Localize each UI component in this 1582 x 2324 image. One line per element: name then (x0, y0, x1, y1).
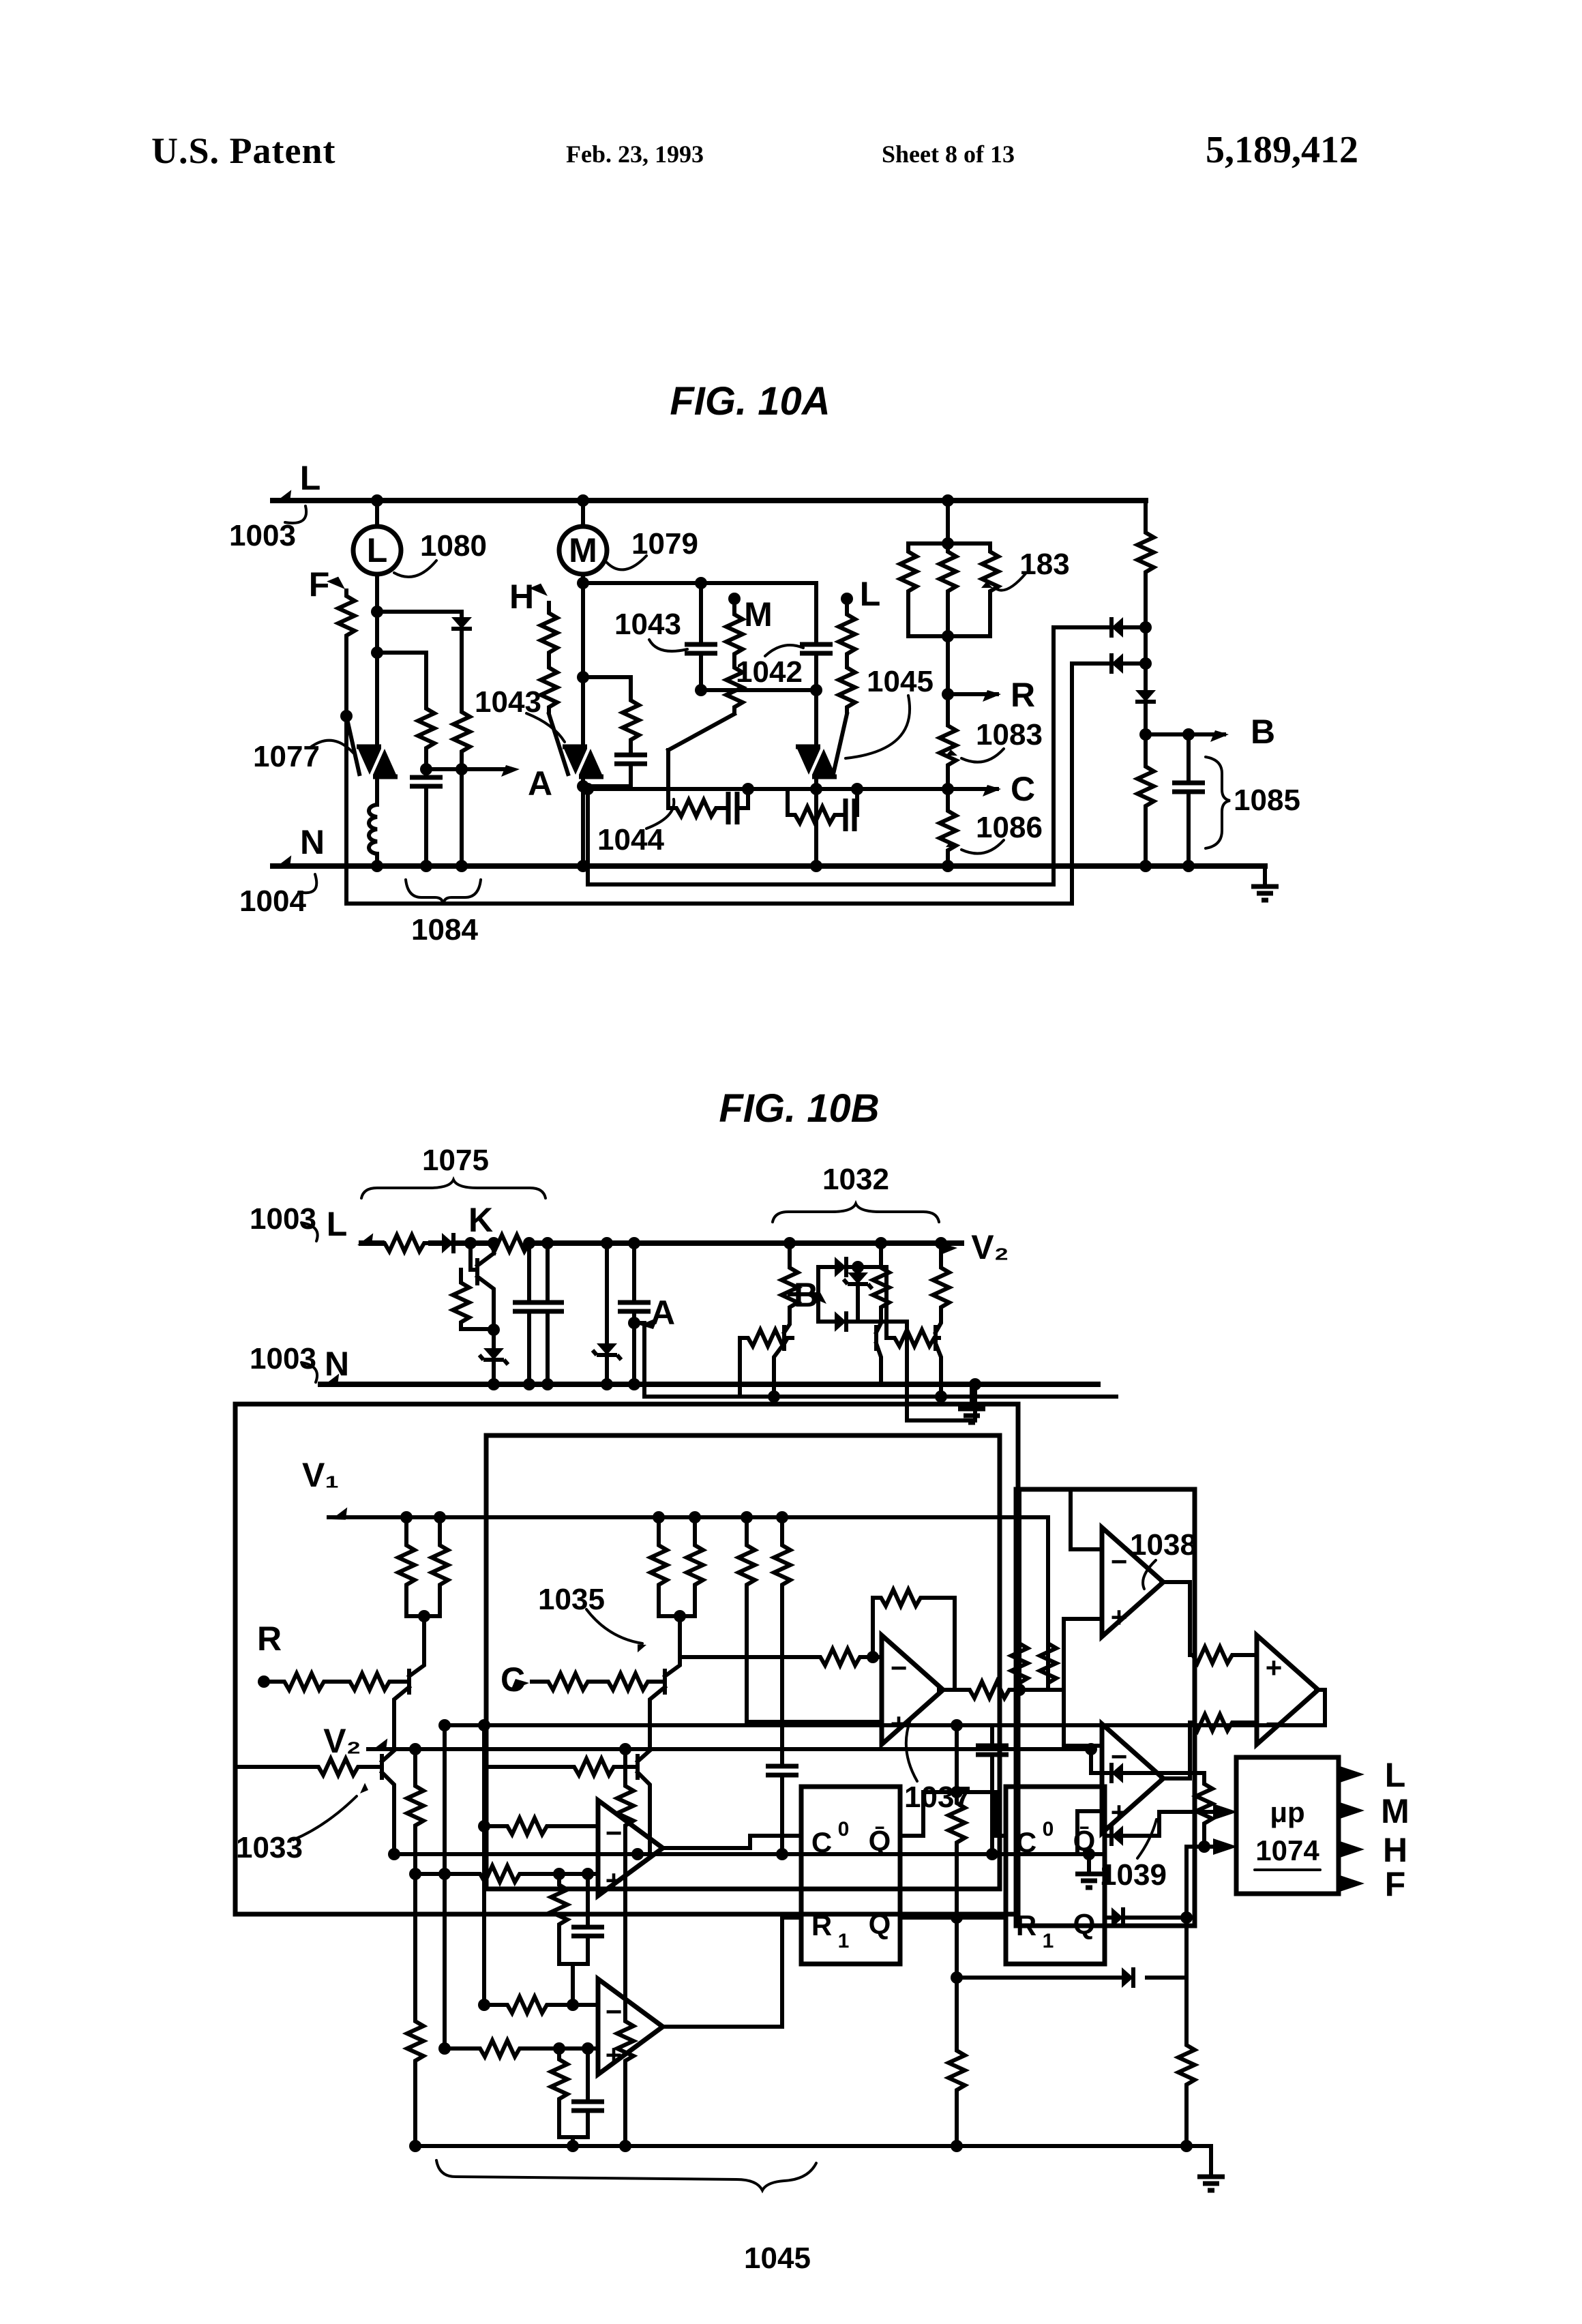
resistor (407, 1783, 423, 1832)
mup-number: 1074 (1255, 1834, 1319, 1866)
resistor (505, 1818, 554, 1834)
resistor (453, 709, 470, 758)
resistor (967, 1682, 1016, 1698)
ref-1035: 1035 (538, 1583, 605, 1616)
ff1-clock-label: C (811, 1826, 833, 1858)
capacitor-1085 (1172, 783, 1205, 792)
terminal-A-label: A (527, 764, 553, 803)
node-B-label: B (793, 1276, 819, 1314)
ref-1077: 1077 (253, 740, 320, 773)
ref-1003: 1003 (229, 519, 296, 552)
fig10b-subcircuit-boxes (235, 1404, 1339, 1964)
node-A-label: A (650, 1294, 676, 1332)
brace-1075 (361, 1180, 546, 1198)
ref-1045: 1045 (744, 2241, 811, 2275)
resistor-1086 (940, 808, 956, 857)
resistor (551, 2057, 567, 2106)
resistor-183 (982, 549, 998, 598)
ff1-reset-sub: 1 (837, 1930, 850, 1952)
output-M-label: M (1381, 1792, 1409, 1830)
resistor (738, 1543, 755, 1592)
capacitor (571, 1927, 604, 1936)
resistor (382, 1235, 431, 1251)
diode-icon (451, 617, 472, 629)
ff2-clock-label: C (1015, 1826, 1037, 1858)
resistor (839, 665, 855, 714)
diode-icon (442, 1233, 453, 1253)
ff1-clock-sub: 0 (837, 1818, 850, 1841)
ff1-qbar-label: Q̄ (868, 1825, 891, 1857)
resistor (546, 1673, 595, 1690)
diode-icon (1135, 690, 1156, 702)
ground-icon (1251, 887, 1279, 900)
resistor (338, 593, 355, 642)
ref-1038: 1038 (1130, 1528, 1197, 1562)
input-C-label: C (500, 1660, 526, 1699)
output-L-label: L (1384, 1756, 1406, 1794)
resistor (1137, 764, 1154, 813)
resistor (418, 706, 434, 755)
resistor (623, 698, 639, 747)
resistor (651, 1543, 667, 1592)
resistor (949, 2048, 965, 2097)
resistor (407, 2018, 423, 2068)
ref-183: 183 (1019, 548, 1070, 581)
terminal-N-label: N (324, 1345, 350, 1383)
capacitor (614, 755, 647, 764)
gate-L-label: L (859, 575, 881, 613)
ref-1004: 1004 (239, 884, 306, 918)
ref-1084: 1084 (411, 913, 478, 947)
resistor (818, 1649, 867, 1665)
patent-number: 5,189,412 (1206, 129, 1358, 171)
ref-1043-cap: 1043 (614, 608, 681, 641)
comparator-plus: + (605, 1864, 623, 1896)
patent-title: U.S. Patent (151, 130, 336, 171)
ff2-clock-sub: 0 (1042, 1818, 1054, 1841)
node-K-label: K (468, 1201, 494, 1239)
terminal-L-label: L (326, 1205, 348, 1243)
ref-1037: 1037 (904, 1781, 971, 1814)
fig10b-labels (236, 1144, 1409, 2275)
diode-icon (1111, 1826, 1123, 1846)
ref-1042: 1042 (736, 655, 803, 689)
output-arrow-H (1340, 1841, 1364, 1858)
brace-1045 (436, 2160, 816, 2190)
terminal-V1-label: V₁ (301, 1456, 340, 1494)
snubber-resistor (674, 800, 723, 816)
fig10a (229, 379, 1300, 947)
comparator-plus: + (605, 2039, 623, 2071)
opamp-minus: − (1110, 1740, 1128, 1772)
output-arrow-M (1340, 1802, 1364, 1819)
fig10b-title: FIG. 10B (719, 1086, 880, 1131)
inductor (369, 805, 377, 854)
resistor (477, 2040, 526, 2057)
resistor (347, 1673, 396, 1690)
output-F-label: F (1384, 1865, 1406, 1903)
resistor (1137, 530, 1154, 579)
snubber-capacitor (728, 792, 737, 824)
resistor-183 (940, 549, 956, 598)
ref-1080: 1080 (420, 529, 487, 563)
comparator-minus: − (605, 1817, 623, 1849)
resistor (398, 1543, 415, 1592)
opamp-plus: + (1110, 1796, 1128, 1828)
terminal-H-label: H (509, 578, 535, 616)
diode-icon (835, 1311, 846, 1332)
resistor (745, 1330, 794, 1346)
resistor (541, 665, 557, 714)
terminal-R-label: R (1010, 676, 1036, 714)
terminal-F-label: F (308, 565, 330, 604)
resistor (774, 1543, 790, 1592)
opamp-plus: + (890, 1708, 908, 1740)
output-arrow-F (1340, 1875, 1364, 1892)
resistor (571, 1759, 621, 1775)
ref-1075: 1075 (422, 1144, 489, 1177)
opamp-minus: − (1265, 1708, 1283, 1740)
ref-1003-N: 1003 (250, 1342, 316, 1375)
resistor (1190, 1714, 1239, 1731)
ref-1086: 1086 (976, 811, 1043, 844)
triac-1077 (357, 747, 398, 777)
terminal-V2-bottom: V₂ (323, 1722, 361, 1760)
opamp-plus: + (1265, 1652, 1283, 1684)
brace-1085 (1206, 757, 1230, 848)
resistor (606, 1673, 655, 1690)
ff2-reset-sub: 1 (1042, 1930, 1054, 1952)
capacitor (571, 2102, 604, 2111)
diode-icon (1111, 653, 1123, 674)
terminal-C-label: C (1010, 770, 1036, 808)
capacitor-1042 (800, 644, 833, 653)
ff1-reset-label: R (811, 1909, 833, 1941)
ref-1032: 1032 (822, 1163, 889, 1196)
output-arrow-L (1340, 1766, 1364, 1783)
diode-icon (1122, 1967, 1133, 1988)
ff2-q-label: Q (1073, 1908, 1096, 1940)
terminal-N-label: N (299, 823, 325, 861)
output-H-label: H (1382, 1831, 1408, 1869)
terminal-V2-top: V₂ (971, 1228, 1009, 1266)
fig10a-title: FIG. 10A (670, 379, 831, 423)
resistor-183 (900, 549, 916, 598)
resistor (282, 1673, 331, 1690)
resistor (432, 1543, 448, 1592)
resistor (933, 1265, 949, 1314)
input-R-label: R (256, 1620, 282, 1658)
ff2-qbar-label: Q̄ (1073, 1825, 1096, 1857)
ref-1043-triac: 1043 (475, 685, 541, 719)
resistor (1190, 1647, 1239, 1663)
ref-1039: 1039 (1100, 1858, 1167, 1892)
ff1-q-label: Q (868, 1908, 891, 1940)
lamp-letter: L (366, 531, 388, 569)
comparator-minus: − (605, 1995, 623, 2027)
resistor-1083 (940, 723, 956, 772)
resistor (453, 1280, 469, 1329)
snubber-capacitor (846, 799, 854, 831)
capacitor (766, 1766, 799, 1775)
ref-1045: 1045 (867, 665, 934, 698)
ground-icon (1197, 2177, 1225, 2190)
diode-icon (835, 1257, 846, 1277)
capacitor (531, 1302, 564, 1311)
gate-M-label: M (744, 595, 773, 634)
patent-date: Feb. 23, 1993 (566, 140, 704, 168)
resistor (541, 610, 557, 659)
capacitor (618, 1302, 651, 1311)
feedback-resistor (878, 1590, 927, 1606)
capacitor-1043 (685, 644, 717, 653)
ref-1079: 1079 (631, 527, 698, 561)
ref-1083: 1083 (976, 718, 1043, 751)
motor-letter: M (569, 531, 597, 569)
ref-1085: 1085 (1234, 784, 1300, 817)
ref-1044: 1044 (597, 823, 664, 856)
capacitor (410, 777, 443, 786)
opamp-minus: − (890, 1652, 908, 1684)
resistor (1178, 2042, 1195, 2091)
ff2-reset-label: R (1015, 1909, 1037, 1941)
ref-1003-L: 1003 (250, 1202, 316, 1236)
triac-1045 (796, 747, 837, 777)
sheet-number: Sheet 8 of 13 (882, 140, 1015, 168)
resistor (839, 612, 855, 661)
diode-icon (1111, 617, 1123, 638)
ground-icon (1075, 1874, 1103, 1888)
fig10b-wiring (235, 1243, 1325, 2177)
ref-1033: 1033 (236, 1831, 303, 1864)
resistor (687, 1543, 703, 1592)
terminal-B-label: B (1250, 713, 1276, 751)
resistor (316, 1759, 365, 1775)
brace-1032 (773, 1204, 939, 1222)
mup-label: μp (1270, 1796, 1305, 1828)
resistor (1196, 1781, 1212, 1830)
fig10b (235, 1086, 1409, 2275)
opamp-minus: − (1110, 1545, 1128, 1577)
opamp-plus: + (1110, 1601, 1128, 1633)
resistor (726, 612, 743, 661)
terminal-L-label: L (299, 459, 321, 497)
resistor (505, 1997, 554, 2013)
